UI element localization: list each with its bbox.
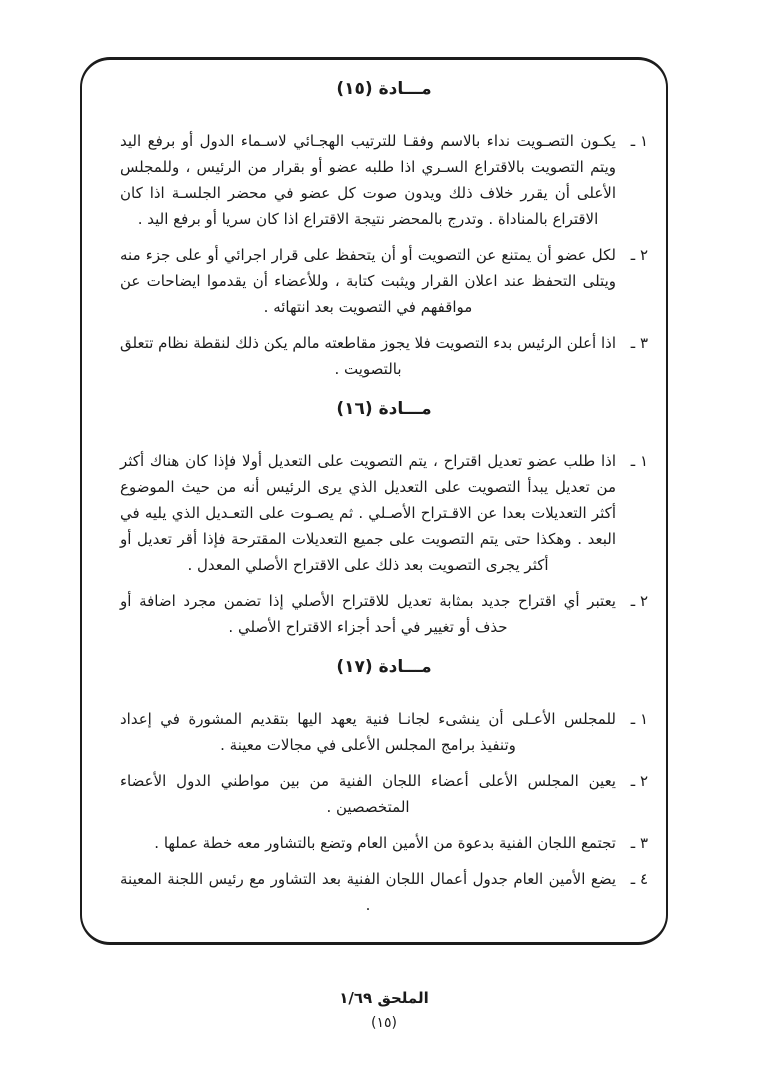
- article-section: [120, 76, 648, 382]
- articles-container: [120, 76, 648, 918]
- document-border-box: [80, 57, 668, 945]
- article-title: مـــادة (١٥): [336, 79, 432, 99]
- item-number: ٢ ـ: [630, 592, 648, 610]
- article-item: [120, 588, 648, 640]
- footer-page-number: (١٥): [371, 1015, 397, 1031]
- item-number: ٤ ـ: [630, 870, 648, 888]
- item-text: يعين المجلس الأعلى أعضاء اللجان الفنية من بين مواطني الدول الأعضاء المتخصصين .: [120, 772, 616, 816]
- item-number: ٣ ـ: [630, 334, 648, 352]
- item-text: يضع الأمين العام جدول أعمال اللجان الفنية بعد التشاور مع رئيس اللجنة المعينة .: [120, 870, 616, 914]
- item-number: ١ ـ: [630, 710, 648, 728]
- article-item: [120, 242, 648, 320]
- item-text: تجتمع اللجان الفنية بدعوة من الأمين العام وتضع بالتشاور معه خطة عملها .: [154, 834, 616, 852]
- item-text: يعتبر أي اقتراح جديد بمثابة تعديل للاقتراح الأصلي إذا تضمن مجرد اضافة أو حذف أو تغيير في أحد أجزاء الاقتراح الأصلي .: [120, 592, 616, 636]
- item-text: لكل عضو أن يمتنع عن التصويت أو أن يتحفظ على قرار اجرائي أو على جزء منه ويتلى التحفظ عند اعلان القرار ويثبت كتابة ، وللأعضاء أن يقدموا ايضاحات عن مواقفهم في التصويت بعد انتهائه .: [120, 246, 616, 316]
- article-title: مـــادة (١٦): [336, 399, 432, 419]
- item-number: ٣ ـ: [630, 834, 648, 852]
- item-text: للمجلس الأعـلى أن ينشىء لجانـا فنية يعهد اليها بتقديم المشورة في إعداد وتنفيذ برامج المجلس الأعلى في مجالات معينة .: [120, 710, 616, 754]
- article-item: [120, 830, 648, 856]
- item-text: اذا أعلن الرئيس بدء التصويت فلا يجوز مقاطعته مالم يكن ذلك لنقطة نظام تتعلق بالتصويت .: [120, 334, 616, 378]
- article-item: [120, 330, 648, 382]
- item-number: ١ ـ: [630, 452, 648, 470]
- article-item: [120, 706, 648, 758]
- article-items: [120, 128, 648, 382]
- article-section: [120, 396, 648, 640]
- article-title: مـــادة (١٧): [336, 657, 432, 677]
- item-number: ١ ـ: [630, 132, 648, 150]
- article-item: [120, 448, 648, 578]
- article-section: [120, 654, 648, 918]
- article-item: [120, 768, 648, 820]
- footer-annex-label: الملحق ١/٦٩: [339, 989, 429, 1007]
- item-number: ٢ ـ: [630, 246, 648, 264]
- item-number: ٢ ـ: [630, 772, 648, 790]
- page-footer: [0, 988, 768, 1033]
- article-item: [120, 128, 648, 232]
- item-text: اذا طلب عضو تعديل اقتراح ، يتم التصويت على التعديل أولا فإذا كان هناك أكثر من تعديل يبدأ التصويت على التعديل الذي يرى الرئيس أنه من حيث الموضوع أكثر التعديلات بعدا عن الاقـتراح الأصـلي . ثم يصـوت على التعـديل الذي يليه في البعد . وهكذا حتى يتم التصويت على جميع التعديلات المقترحة فإذا أقر تعديل أو أكثر يجرى التصويت بعد ذلك على الاقتراح الأصلي المعدل .: [120, 452, 616, 574]
- article-item: [120, 866, 648, 918]
- article-items: [120, 448, 648, 640]
- article-items: [120, 706, 648, 918]
- item-text: يكـون التصـويت نداء بالاسم وفقـا للترتيب الهجـائي لاسـماء الدول أو برفع اليد ويتم التصويت بالاقتراع السـري اذا طلبه عضو أو بقرار من الرئيس ، وللمجلس الأعلى أن يقرر خلاف ذلك ويدون صوت كل عضو في محضر الجلسـة اذا كان الاقتراع بالمناداة . وتدرج بالمحضر نتيجة الاقتراع اذا كان سريا أو برفع اليد .: [120, 132, 616, 228]
